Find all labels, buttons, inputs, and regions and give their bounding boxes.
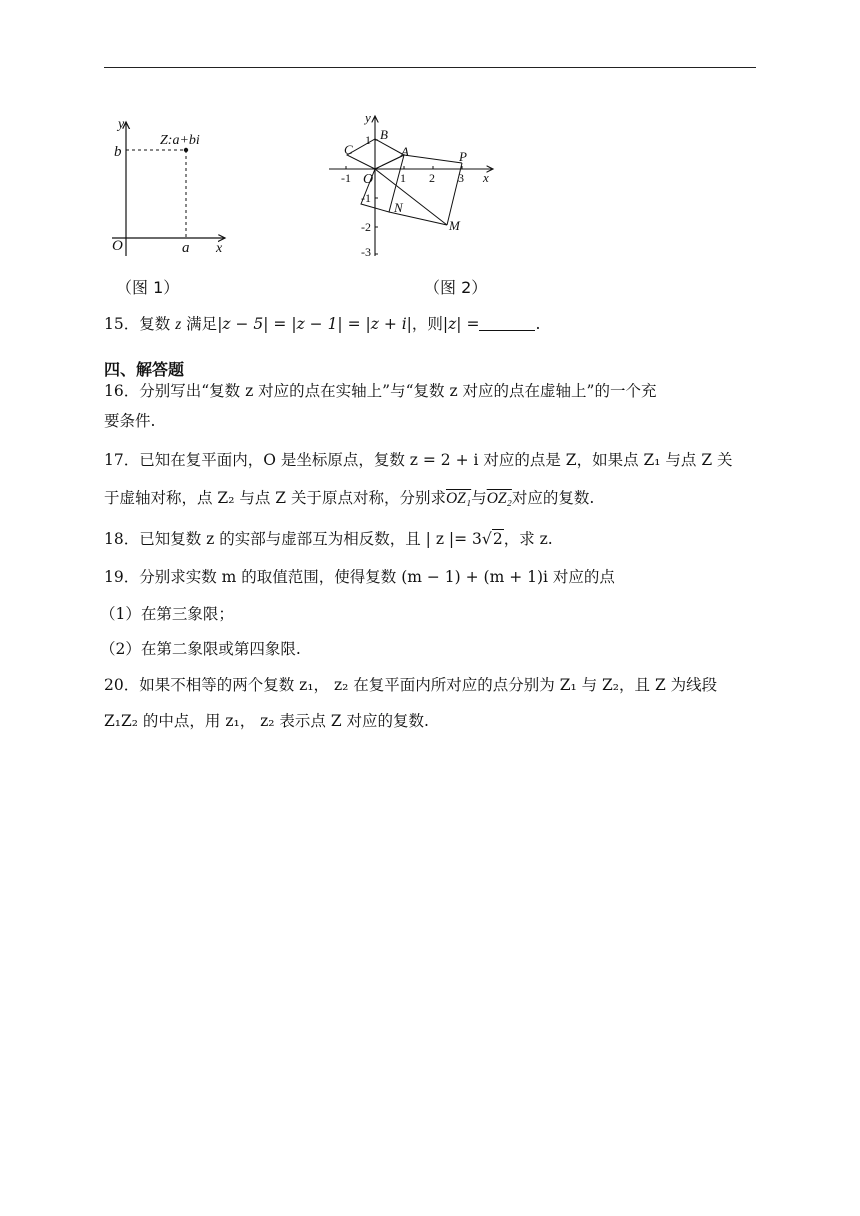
fig1-label-b: b [114, 144, 122, 160]
question-20-line-2: Z₁Z₂ 的中点，用 z₁， z₂ 表示点 Z 对应的复数. [104, 712, 429, 730]
fig1-label-z: Z:a+bi [160, 133, 200, 148]
question-18: 18．已知复数 z 的实部与虚部互为相反数，且 | z |= 3√2，求 z. [104, 530, 553, 548]
fig1-label-x: x [216, 241, 223, 256]
fig2-label-c: C [344, 142, 353, 157]
q15-answer-blank [479, 316, 535, 331]
question-19-line-1: 19．分别求实数 m 的取值范围，使得复数 (m − 1) + (m + 1)i 对应的点 [104, 568, 615, 586]
fig2-label-x: x [483, 170, 489, 185]
figure-1-caption: （图 1） [116, 278, 180, 297]
question-17-line-1: 17．已知在复平面内，O 是坐标原点，复数 z = 2 + i 对应的点是 Z，如果点 Z₁ 与点 Z 关 [104, 451, 733, 469]
question-17-line-2: 于虚轴对称，点 Z₂ 与点 Z 关于原点对称，分别求OZ₁与OZ₂对应的复数. [104, 489, 595, 507]
fig2-label-p: P [459, 149, 467, 164]
fig2-tick-x: 2 [429, 171, 435, 185]
fig1-point-z [184, 148, 188, 152]
fig2-tick-x: 3 [458, 171, 464, 185]
fig2-label-origin: O [363, 172, 374, 187]
fig2-label-a: A [401, 144, 409, 159]
figure-2 [325, 108, 505, 258]
vector-oz2: OZ₂ [486, 490, 512, 507]
fig1-label-a: a [182, 240, 190, 256]
question-19-sub-2: （2）在第二象限或第四象限. [100, 640, 301, 658]
question-20-line-1: 20．如果不相等的两个复数 z₁， z₂ 在复平面内所对应的点分别为 Z₁ 与 Z₂，且 Z 为线段 [104, 676, 718, 694]
question-16-line-2: 要条件. [104, 412, 156, 430]
figure-1 [100, 110, 240, 260]
fig1-label-y: y [118, 117, 125, 132]
fig2-label-m: M [449, 218, 460, 233]
question-16-line-1: 16．分别写出“复数 z 对应的点在实轴上”与“复数 z 对应的点在虚轴上”的一个充 [104, 382, 657, 400]
fig2-tick-y: -2 [361, 220, 371, 234]
fig2-tick-x: 1 [400, 171, 406, 185]
fig1-label-origin: O [112, 238, 123, 254]
fig2-label-b: B [380, 127, 388, 142]
section-heading: 四、解答题 [104, 360, 185, 379]
question-15: 15．复数 z 满足|z − 5| = |z − 1| = |z + i|，则|z| = . [104, 315, 541, 333]
header-rule [104, 67, 756, 68]
question-19-sub-1: （1）在第三象限； [100, 605, 234, 623]
fig2-tick-x: -1 [341, 171, 351, 185]
fig2-tick-y: -1 [361, 191, 371, 205]
fig2-tick-y: -3 [361, 245, 371, 258]
vector-oz1: OZ₁ [445, 490, 472, 507]
fig2-label-n: N [394, 200, 403, 215]
fig2-label-y: y [365, 110, 371, 125]
q15-equation: |z − 5| = |z − 1| = |z + i| [217, 315, 412, 333]
figure-2-caption: （图 2） [424, 278, 488, 297]
fig2-tick-y: 1 [365, 133, 371, 147]
